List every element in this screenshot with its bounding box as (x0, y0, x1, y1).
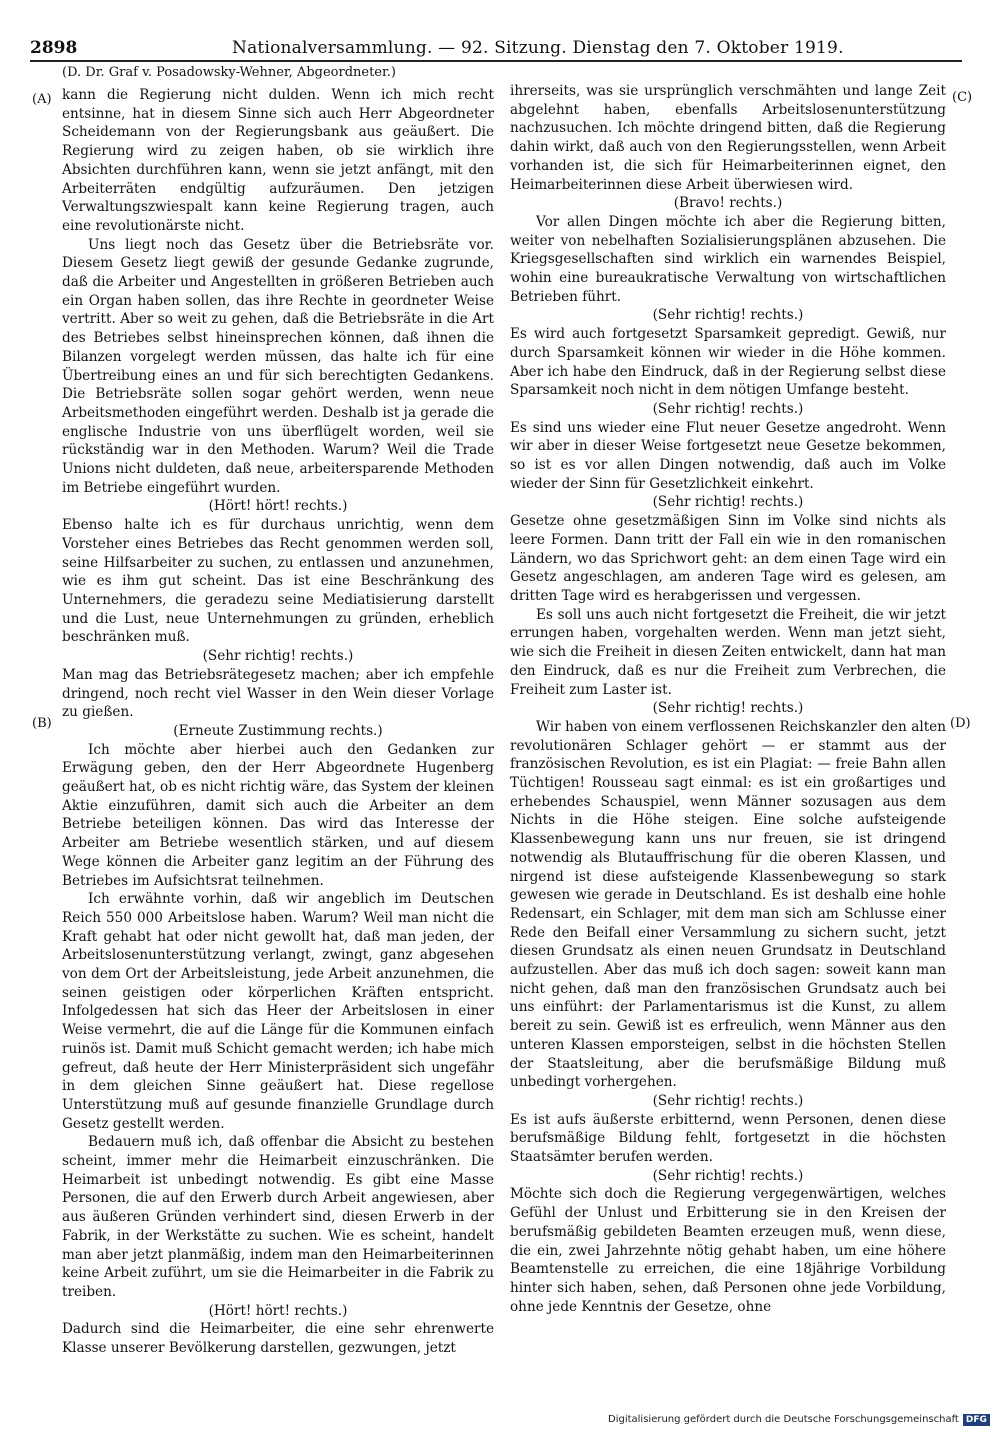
left-column (62, 86, 494, 1358)
interjection: (Sehr richtig! rechts.) (652, 307, 804, 324)
paragraph: Vor allen Dingen möchte ich aber die Regierung bitten, weiter von nebelhaften Sozialisierungsplänen abzusehen. Die Kriegsgesellschaften sind wirklich ein warnendes Beispiel, wohin eine bureaukratische Verwaltung von wirtschaftlichen Betrieben führt. (510, 213, 946, 305)
paragraph: Ich möchte aber hierbei auch den Gedanken zur Erwägung geben, den der Herr Abgeordnete Hugenberg geäußert hat, ob es nicht richtig wäre, das System der kleinen Aktie einzuführen, damit sich auch die Arbeiter an dem Betriebe beteiligen können. Das wird das Interesse der Arbeiter am Betriebe wesentlich stärken, und auf diesem Wege können die Arbeiter ganz legitim an der Führung des Betriebes im Aufsichtsrat teilnehmen. (62, 741, 494, 889)
interjection: (Sehr richtig! rechts.) (652, 494, 804, 511)
paragraph: Bedauern muß ich, daß offenbar die Absicht zu bestehen scheint, immer mehr die Heimarbeit einzuschränken. Die Heimarbeit ist unbedingt notwendig. Es gibt eine Masse Personen, die auf den Erwerb durch Arbeit angewiesen, aber aus äußeren Gründen verhindert sind, diesen Erwerb in der Fabrik, in der Werkstätte zu suchen. Wie es scheint, handelt man aber jetzt planmäßig, indem man den Heimarbeiterinnen keine Arbeit zuführt, um sie die Heimarbeiter in die Fabrik zu treiben. (62, 1134, 494, 1300)
right-column (510, 82, 946, 1316)
paragraph: ihrerseits, was sie ursprünglich verschmähten und lange Zeit abgelehnt haben, ebenfalls Arbeitslosenunterstützung nachzusuchen. Ich möchte dringend bitten, daß die Regierung dahin wirkt, daß auch von den Regierungsstellen, wenn Arbeit vorhanden ist, die sich für Heimarbeiterinnen eignet, den Heimarbeiterinnen diese Arbeit überwiesen wird. (510, 83, 946, 193)
margin-mark-d: (D) (950, 716, 971, 731)
interjection: (Hört! hört! rechts.) (208, 1302, 348, 1319)
paragraph: Es ist aufs äußerste erbitternd, wenn Personen, denen diese berufsmäßige Bildung fehlt, fortgesetzt in die höchsten Staatsämter berufen werden. (510, 1111, 946, 1166)
page-number: 2898 (30, 38, 78, 58)
margin-mark-b: (B) (32, 716, 52, 731)
paragraph: Gesetze ohne gesetzmäßigen Sinn im Volke sind nichts als leere Formen. Dann tritt der Fall ein wie in den romanischen Ländern, wo das Sprichwort geht: an dem einen Tage wird ein Gesetz angeschlagen, am anderen Tage wird es gelesen, am dritten Tage wird es herabgerissen und vergessen. (510, 513, 946, 604)
interjection: (Sehr richtig! rechts.) (652, 700, 804, 717)
paragraph: Es wird auch fortgesetzt Sparsamkeit gepredigt. Gewiß, nur durch Sparsamkeit können wir wieder in die Höhe kommen. Aber ich habe den Eindruck, daß in der Regierung selbst diese Sparsamkeit noch nicht in dem nötigen Umfange besteht. (510, 326, 946, 399)
interjection: (Sehr richtig! rechts.) (202, 648, 354, 665)
paragraph: Es soll uns auch nicht fortgesetzt die Freiheit, die wir jetzt errungen haben, vorgehalten werden. Wenn man jetzt sieht, wie sich die Freiheit in diesen Zeiten entwickelt, dann hat man den Eindruck, daß es nur die Freiheit zum Verbrechen, die Freiheit zum Laster ist. (510, 606, 946, 698)
interjection: (Sehr richtig! rechts.) (652, 1167, 804, 1184)
interjection: (Sehr richtig! rechts.) (652, 1092, 804, 1109)
interjection: (Sehr richtig! rechts.) (652, 400, 804, 417)
margin-mark-a: (A) (32, 92, 52, 107)
paragraph: Man mag das Betriebsrätegesetz machen; aber ich empfehle dringend, noch recht viel Wasser in den Wein dieser Vorlage zu gießen. (62, 666, 494, 721)
interjection: (Erneute Zustimmung rechts.) (173, 722, 383, 739)
paragraph: Es sind uns wieder eine Flut neuer Gesetze angedroht. Wenn wir aber in dieser Weise fortgesetzt neue Gesetze bekommen, so ist es vor allen Dingen notwendig, daß auch im Volke wieder der Sinn für Gesetzlichkeit einkehrt. (510, 419, 946, 492)
paragraph: Uns liegt noch das Gesetz über die Betriebsräte vor. Diesem Gesetz liegt gewiß der gesunde Gedanke zugrunde, daß die Arbeiter und Angestellten in größeren Betrieben auch ein Organ haben sollen, das ihre Rechte in geordneter Weise vertritt. Aber so weit zu gehen, daß die Betriebsräte in die Art des Betriebes selbst hineinsprechen können, daß ihnen die Bilanzen vorgelegt werden müssen, das halte ich für eine Übertreibung eines an und für sich berechtigten Gedankens. Die Betriebsräte sollen sogar gehört werden, wenn neue Arbeitsmethoden eingeführt werden. Deshalb ist ja gerade die englische Industrie von uns überflügelt worden, weil sie rückständig war in den Methoden. Warum? Weil die Trade Unions nicht duldeten, daß neue, arbeitersparende Methoden im Betriebe eingeführt wurden. (62, 236, 494, 496)
paragraph: Ebenso halte ich es für durchaus unrichtig, wenn dem Vorsteher eines Betriebes das Recht genommen werden soll, seine Hilfsarbeiter zu suchen, zu entlassen und anzunehmen, wie es ihm gut scheint. Das ist eine Beschränkung des Unternehmers, die geradezu seine Mediatisierung darstellt und die Lust, neue Unternehmungen zu gründen, erheblich beschränken muß. (62, 517, 494, 646)
paragraph: Wir haben von einem verflossenen Reichskanzler den alten revolutionären Schlager gehört — er stammt aus der französischen Revolution, es ist ein Plagiat: — freie Bahn allen Tüchtigen! Rousseau sagt einmal: es ist ein großartiges und erhebendes Schauspiel, wenn Männer sozusagen aus dem Nichts in die Höhe steigen. Eine solche aufsteigende Klassenbewegung kann uns nur freuen, sie ist dringend notwendig als Blutauffrischung für die oberen Klassen, und nirgend ist diese aufsteigende Klassenbewegung so stark gewesen wie gerade in Deutschland. Es ist deshalb eine hohle Redensart, ein Schlager, mit dem man sich am Schlusse einer Rede den Beifall einer Versammlung zu sichern sucht, jetzt diesen Grundsatz als einen neuen Grundsatz in Deutschland aufzustellen. Aber das muß ich doch sagen: soweit kann man nicht gehen, daß man den französischen Grundsatz auch bei uns einführt: der Parlamentarismus ist die Kunst, zu allem bereit zu sein. Gewiß ist es erfreulich, wenn Männer aus den unteren Klassen emporsteigen, selbst in die höchsten Stellen der Staatsleitung, aber die berufsmäßige Bildung muß unbedingt vorhergehen. (510, 718, 946, 1091)
page-header (30, 36, 962, 62)
running-title: Nationalversammlung. — 92. Sitzung. Dienstag den 7. Oktober 1919. (232, 38, 844, 58)
paragraph: Ich erwähnte vorhin, daß wir angeblich im Deutschen Reich 550 000 Arbeitslose haben. Warum? Weil man nicht die Kraft gehabt hat oder nicht gewollt hat, daß man jeden, der Arbeitslosenunterstützung verlangt, zwingt, ganz abgesehen von dem Ort der Arbeitsleistung, jede Arbeit anzunehmen, die seinen geistigen oder körperlichen Kräften entspricht. Infolgedessen hat sich das Heer der Arbeitslosen in einer Weise vermehrt, die auf die Länge für die Kommunen einfach ruinös ist. Damit muß Schicht gemacht werden; ich habe mich gefreut, daß heute der Herr Ministerpräsident sich ungefähr in dem gleichen Sinne geäußert hat. Diese regellose Unterstützung muß auf gesunde finanzielle Grundlage durch Gesetz gestellt werden. (62, 891, 494, 1132)
interjection: (Bravo! rechts.) (673, 195, 783, 212)
dfg-logo: DFG (963, 1414, 990, 1426)
paragraph: Dadurch sind die Heimarbeiter, die eine sehr ehrenwerte Klasse unserer Bevölkerung darstellen, gezwungen, jetzt (62, 1321, 494, 1357)
paragraph: Möchte sich doch die Regierung vergegenwärtigen, welches Gefühl der Unlust und Erbitterung sie in den Kreisen der berufsmäßig gebildeten Beamten erzeugen muß, wenn diese, die ein, zwei Jahrzehnte nötig gehabt haben, um eine höhere Beamtenstelle zu erreichen, die eine 18jährige Vorbildung hinter sich haben, sehen, daß Personen ohne jede Vorbildung, ohne jede Kenntnis der Gesetze, ohne (510, 1186, 946, 1315)
speaker-line: (D. Dr. Graf v. Posadowsky-Wehner, Abgeordneter.) (62, 65, 396, 80)
footer-credit (608, 1413, 988, 1427)
margin-mark-c: (C) (952, 90, 973, 105)
interjection: (Hört! hört! rechts.) (208, 498, 348, 515)
footer-text: Digitalisierung gefördert durch die Deutsche Forschungsgemeinschaft (608, 1414, 959, 1425)
paragraph: kann die Regierung nicht dulden. Wenn ich mich recht entsinne, hat in diesem Sinne sich auch Herr Abgeordneter Scheidemann von der Regierungsbank aus geäußert. Die Regierung wird zu zeigen haben, ob sie wirklich ihre Absichten durchführen kann, wenn sie jetzt anfängt, mit den Arbeiterräten endgültig aufzuräumen. Den jetzigen Verwaltungszwiespalt kann keine Regierung tragen, auch eine revolutionärste nicht. (62, 87, 494, 234)
